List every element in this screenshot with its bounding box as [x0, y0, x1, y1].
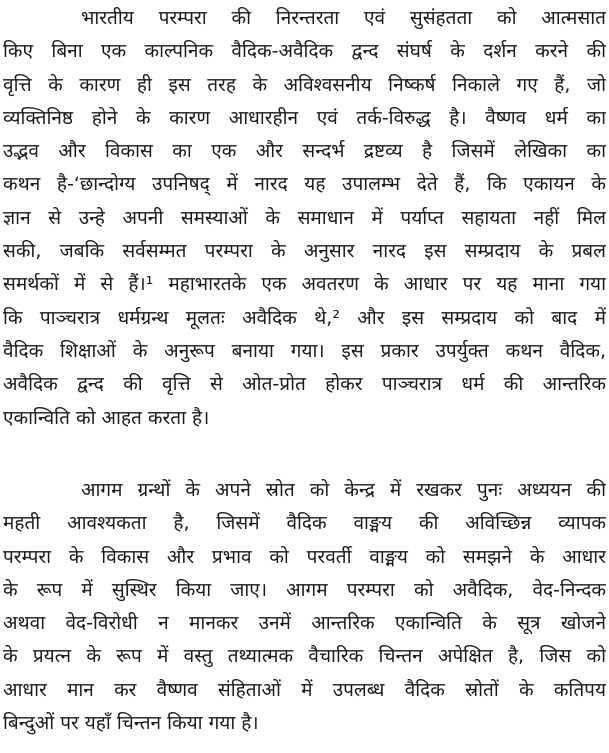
text-line: के रूप में सुस्थिर किया जाए। आगम परम्परा को अवैदिक, वेद-निन्दक: [3, 578, 606, 601]
text-line: व्यक्तिनिष्ठ होने के कारण आधारहीन एवं तर्क-विरुद्ध है। वैष्णव धर्म का: [3, 106, 606, 129]
text-line: ज्ञान से उन्हे अपनी समस्याओं के समाधान में पर्याप्त सहायता नहीं मिल: [3, 206, 606, 229]
paragraph-1: [3, 2, 606, 435]
text-line: उद्भव और विकास का एक और सन्दर्भ द्रष्टव्य है जिसमें लेखिका का: [3, 140, 606, 163]
paragraph-2: [3, 474, 606, 740]
text-line: सकी, जबकि सर्वसम्मत परम्परा के अनुसार नारद इस सम्प्रदाय के प्रबल: [3, 240, 606, 263]
text-line: अथवा वेद-विरोधी न मानकर उनमें आन्तरिक एकान्विति के सूत्र खोजने: [3, 612, 606, 635]
text-line: समर्थकों में से हैं।¹ महाभारतके एक अवतरण के आधार पर यह माना गया: [3, 273, 606, 296]
text-line: वैदिक शिक्षाओं के अनुरूप बनाया गया। इस प्रकार उपर्युक्त कथन वैदिक,: [3, 339, 606, 362]
text-line: आगम ग्रन्थों के अपने स्रोत को केन्द्र में रखकर पुनः अध्ययन की: [81, 479, 606, 501]
text-line: महती आवश्यकता है, जिसमें वैदिक वाङ्मय की अविच्छिन्न व्यापक: [3, 512, 606, 535]
text-line: बिन्दुओं पर यहाँ चिन्तन किया गया है।: [3, 712, 259, 735]
text-line: आधार मान कर वैष्णव संहिताओं में उपलब्ध वैदिक स्रोतों के कतिपय: [3, 678, 606, 701]
text-line: एकान्विति को आहत करता है।: [3, 406, 210, 429]
text-line: कि पाञ्चरात्र धर्मग्रन्थ मूलतः अवैदिक थे,² और इस सम्प्रदाय को बाद में: [3, 306, 606, 329]
text-line: परम्परा के विकास और प्रभाव को परवर्ती वाङ्मय को समझने के आधार: [3, 545, 606, 568]
text-line: किए बिना एक काल्पनिक वैदिक-अवैदिक द्वन्द संघर्ष के दर्शन करने की: [3, 40, 606, 63]
text-line: वृत्ति के कारण ही इस तरह के अविश्वसनीय निष्कर्ष निकाले गए हैं, जो: [3, 73, 606, 96]
text-line: के प्रयत्न के रूप में वस्तु तथ्यात्मक वैचारिक चिन्तन अपेक्षित है, जिस को: [3, 645, 606, 668]
text-line: भारतीय परम्परा की निरन्तरता एवं सुसंहतता को आत्मसात: [81, 7, 606, 29]
text-line: अवैदिक द्वन्द की वृत्ति से ओत-प्रोत होकर पाञ्चरात्र धर्म की आन्तरिक: [3, 373, 606, 396]
text-line: कथन है-‘छान्दोग्य उपनिषद् में नारद यह उपालम्भ देते हैं, कि एकायन के: [3, 173, 606, 196]
